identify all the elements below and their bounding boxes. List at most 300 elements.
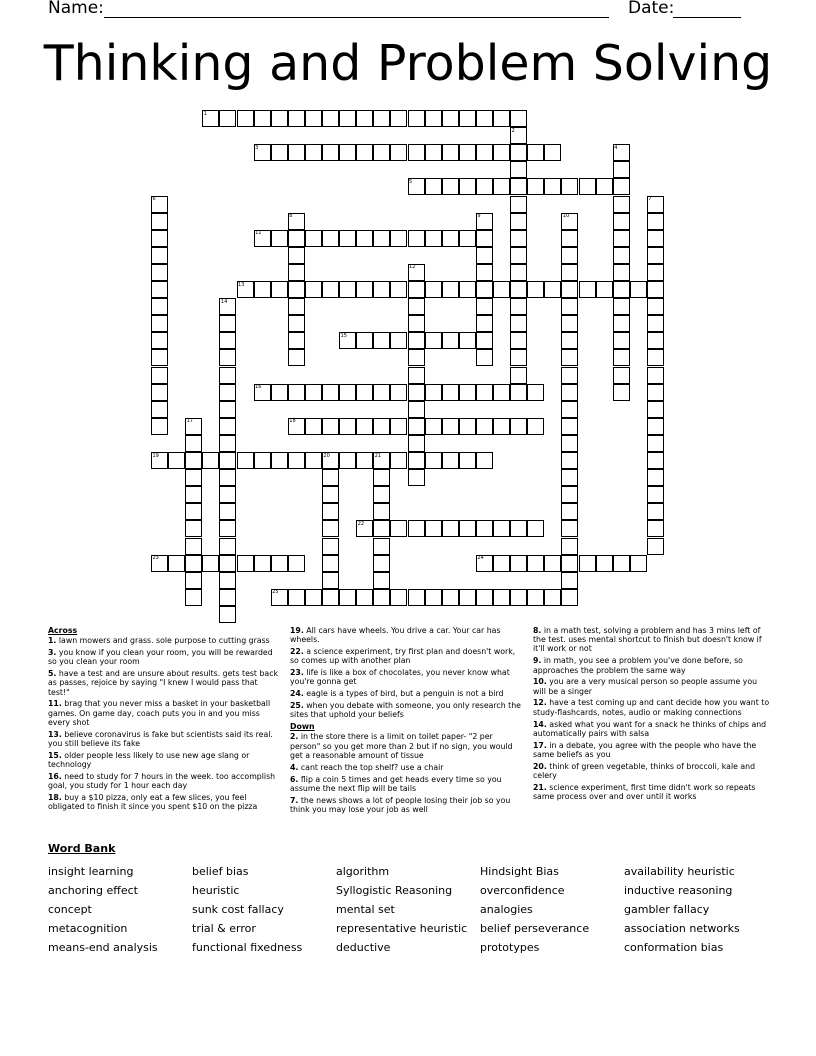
grid-cell[interactable]: [219, 110, 236, 127]
grid-cell[interactable]: [185, 520, 202, 537]
grid-cell[interactable]: [613, 315, 630, 332]
grid-cell[interactable]: [390, 332, 407, 349]
grid-cell[interactable]: [408, 589, 425, 606]
grid-cell[interactable]: [561, 469, 578, 486]
grid-cell[interactable]: [373, 555, 390, 572]
grid-cell[interactable]: [271, 144, 288, 161]
grid-cell[interactable]: [339, 418, 356, 435]
grid-cell[interactable]: [408, 469, 425, 486]
grid-cell[interactable]: [647, 538, 664, 555]
grid-cell[interactable]: [408, 298, 425, 315]
grid-cell[interactable]: [459, 230, 476, 247]
grid-cell[interactable]: [185, 486, 202, 503]
grid-cell[interactable]: [219, 606, 236, 623]
grid-cell[interactable]: [425, 589, 442, 606]
grid-cell[interactable]: [613, 555, 630, 572]
grid-cell[interactable]: [322, 555, 339, 572]
grid-cell[interactable]: [356, 589, 373, 606]
grid-cell[interactable]: [219, 315, 236, 332]
grid-cell[interactable]: [408, 401, 425, 418]
grid-cell[interactable]: [442, 178, 459, 195]
grid-cell[interactable]: [219, 503, 236, 520]
grid-cell[interactable]: [237, 110, 254, 127]
grid-cell[interactable]: [442, 384, 459, 401]
grid-cell[interactable]: [442, 110, 459, 127]
grid-cell[interactable]: [339, 110, 356, 127]
grid-cell[interactable]: [476, 418, 493, 435]
grid-cell[interactable]: [305, 418, 322, 435]
grid-cell[interactable]: [219, 435, 236, 452]
grid-cell[interactable]: [647, 503, 664, 520]
grid-cell[interactable]: [647, 520, 664, 537]
grid-cell[interactable]: [408, 435, 425, 452]
grid-cell[interactable]: [442, 520, 459, 537]
grid-cell[interactable]: [647, 349, 664, 366]
grid-cell[interactable]: [579, 281, 596, 298]
grid-cell[interactable]: [373, 589, 390, 606]
grid-cell[interactable]: [561, 178, 578, 195]
grid-cell[interactable]: [271, 384, 288, 401]
grid-cell[interactable]: [442, 281, 459, 298]
grid-cell[interactable]: [510, 110, 527, 127]
grid-cell[interactable]: [613, 247, 630, 264]
grid-cell[interactable]: [561, 555, 578, 572]
grid-cell[interactable]: [185, 503, 202, 520]
grid-cell[interactable]: [613, 367, 630, 384]
grid-cell[interactable]: [151, 247, 168, 264]
grid-cell[interactable]: [151, 401, 168, 418]
grid-cell[interactable]: [237, 452, 254, 469]
grid-cell[interactable]: [510, 418, 527, 435]
grid-cell[interactable]: [356, 418, 373, 435]
grid-cell[interactable]: [219, 384, 236, 401]
grid-cell[interactable]: [630, 555, 647, 572]
grid-cell[interactable]: [647, 264, 664, 281]
grid-cell[interactable]: [425, 144, 442, 161]
grid-cell[interactable]: [271, 110, 288, 127]
grid-cell[interactable]: [442, 589, 459, 606]
grid-cell[interactable]: [288, 589, 305, 606]
grid-cell[interactable]: [476, 315, 493, 332]
grid-cell[interactable]: [151, 349, 168, 366]
grid-cell[interactable]: [476, 110, 493, 127]
grid-cell[interactable]: [373, 144, 390, 161]
grid-cell[interactable]: [442, 230, 459, 247]
grid-cell[interactable]: [561, 230, 578, 247]
grid-cell[interactable]: [459, 144, 476, 161]
grid-cell[interactable]: [493, 281, 510, 298]
grid-cell[interactable]: [373, 230, 390, 247]
grid-cell[interactable]: [561, 298, 578, 315]
grid-cell[interactable]: [373, 384, 390, 401]
grid-cell[interactable]: [339, 281, 356, 298]
grid-cell[interactable]: [647, 247, 664, 264]
grid-cell[interactable]: [322, 589, 339, 606]
grid-cell[interactable]: [647, 315, 664, 332]
grid-cell[interactable]: [476, 144, 493, 161]
grid-cell[interactable]: [493, 178, 510, 195]
grid-cell[interactable]: [561, 486, 578, 503]
grid-cell[interactable]: [425, 178, 442, 195]
grid-cell[interactable]: [630, 281, 647, 298]
grid-cell[interactable]: [305, 230, 322, 247]
grid-cell[interactable]: [390, 452, 407, 469]
grid-cell[interactable]: [219, 555, 236, 572]
grid-cell[interactable]: [647, 384, 664, 401]
grid-cell[interactable]: [390, 144, 407, 161]
grid-cell[interactable]: [613, 264, 630, 281]
grid-cell[interactable]: [288, 230, 305, 247]
grid-cell[interactable]: [408, 349, 425, 366]
grid-cell[interactable]: [373, 538, 390, 555]
grid-cell[interactable]: [476, 178, 493, 195]
grid-cell[interactable]: [254, 281, 271, 298]
grid-cell[interactable]: [151, 315, 168, 332]
grid-cell[interactable]: [647, 486, 664, 503]
grid-cell[interactable]: [168, 555, 185, 572]
grid-cell[interactable]: [561, 418, 578, 435]
grid-cell[interactable]: [561, 589, 578, 606]
grid-cell[interactable]: [151, 213, 168, 230]
grid-cell[interactable]: [510, 520, 527, 537]
grid-cell[interactable]: [390, 384, 407, 401]
grid-cell[interactable]: [544, 589, 561, 606]
grid-cell[interactable]: [459, 589, 476, 606]
grid-cell[interactable]: [151, 230, 168, 247]
grid-cell[interactable]: [442, 418, 459, 435]
grid-cell[interactable]: [527, 520, 544, 537]
grid-cell[interactable]: [510, 230, 527, 247]
grid-cell[interactable]: [647, 435, 664, 452]
grid-cell[interactable]: [527, 384, 544, 401]
grid-cell[interactable]: [305, 281, 322, 298]
grid-cell[interactable]: [356, 281, 373, 298]
grid-cell[interactable]: [561, 281, 578, 298]
grid-cell[interactable]: [613, 213, 630, 230]
grid-cell[interactable]: [339, 384, 356, 401]
grid-cell[interactable]: [459, 178, 476, 195]
grid-cell[interactable]: [510, 555, 527, 572]
grid-cell[interactable]: [356, 332, 373, 349]
grid-cell[interactable]: [288, 384, 305, 401]
grid-cell[interactable]: [356, 384, 373, 401]
grid-cell[interactable]: [476, 452, 493, 469]
grid-cell[interactable]: [442, 332, 459, 349]
grid-cell[interactable]: [305, 452, 322, 469]
grid-cell[interactable]: [493, 589, 510, 606]
grid-cell[interactable]: [151, 418, 168, 435]
grid-cell[interactable]: [219, 367, 236, 384]
grid-cell[interactable]: [373, 520, 390, 537]
grid-cell[interactable]: [510, 384, 527, 401]
grid-cell[interactable]: [288, 281, 305, 298]
grid-cell[interactable]: [219, 486, 236, 503]
grid-cell[interactable]: [459, 520, 476, 537]
grid-cell[interactable]: [596, 178, 613, 195]
grid-cell[interactable]: [510, 298, 527, 315]
grid-cell[interactable]: [322, 469, 339, 486]
grid-cell[interactable]: [425, 281, 442, 298]
grid-cell[interactable]: [510, 589, 527, 606]
grid-cell[interactable]: [151, 332, 168, 349]
grid-cell[interactable]: [288, 110, 305, 127]
grid-cell[interactable]: [271, 281, 288, 298]
grid-cell[interactable]: [322, 384, 339, 401]
grid-cell[interactable]: [271, 230, 288, 247]
grid-cell[interactable]: [390, 520, 407, 537]
grid-cell[interactable]: [322, 520, 339, 537]
grid-cell[interactable]: [544, 144, 561, 161]
grid-cell[interactable]: [288, 315, 305, 332]
grid-cell[interactable]: [425, 110, 442, 127]
grid-cell[interactable]: [390, 281, 407, 298]
grid-cell[interactable]: [408, 230, 425, 247]
grid-cell[interactable]: [390, 418, 407, 435]
grid-cell[interactable]: [510, 247, 527, 264]
grid-cell[interactable]: [425, 384, 442, 401]
grid-cell[interactable]: [373, 572, 390, 589]
grid-cell[interactable]: [510, 178, 527, 195]
grid-cell[interactable]: [305, 589, 322, 606]
grid-cell[interactable]: [459, 281, 476, 298]
grid-cell[interactable]: [510, 281, 527, 298]
grid-cell[interactable]: [476, 520, 493, 537]
grid-cell[interactable]: [510, 349, 527, 366]
grid-cell[interactable]: [168, 452, 185, 469]
grid-cell[interactable]: [613, 230, 630, 247]
grid-cell[interactable]: [185, 435, 202, 452]
grid-cell[interactable]: [561, 452, 578, 469]
grid-cell[interactable]: [579, 178, 596, 195]
grid-cell[interactable]: [185, 452, 202, 469]
grid-cell[interactable]: [425, 452, 442, 469]
grid-cell[interactable]: [408, 281, 425, 298]
grid-cell[interactable]: [288, 264, 305, 281]
grid-cell[interactable]: [561, 435, 578, 452]
grid-cell[interactable]: [425, 230, 442, 247]
grid-cell[interactable]: [647, 332, 664, 349]
grid-cell[interactable]: [288, 247, 305, 264]
grid-cell[interactable]: [254, 110, 271, 127]
grid-cell[interactable]: [510, 161, 527, 178]
grid-cell[interactable]: [613, 281, 630, 298]
grid-cell[interactable]: [442, 144, 459, 161]
grid-cell[interactable]: [219, 418, 236, 435]
grid-cell[interactable]: [373, 486, 390, 503]
grid-cell[interactable]: [476, 349, 493, 366]
grid-cell[interactable]: [339, 144, 356, 161]
grid-cell[interactable]: [322, 110, 339, 127]
grid-cell[interactable]: [271, 452, 288, 469]
grid-cell[interactable]: [288, 349, 305, 366]
grid-cell[interactable]: [459, 384, 476, 401]
grid-cell[interactable]: [476, 281, 493, 298]
grid-cell[interactable]: [527, 589, 544, 606]
grid-cell[interactable]: [408, 384, 425, 401]
grid-cell[interactable]: [390, 589, 407, 606]
grid-cell[interactable]: [254, 555, 271, 572]
grid-cell[interactable]: [373, 110, 390, 127]
grid-cell[interactable]: [219, 469, 236, 486]
grid-cell[interactable]: [373, 281, 390, 298]
grid-cell[interactable]: [544, 281, 561, 298]
grid-cell[interactable]: [219, 401, 236, 418]
grid-cell[interactable]: [339, 452, 356, 469]
grid-cell[interactable]: [459, 418, 476, 435]
grid-cell[interactable]: [390, 230, 407, 247]
grid-cell[interactable]: [561, 247, 578, 264]
grid-cell[interactable]: [373, 418, 390, 435]
grid-cell[interactable]: [647, 298, 664, 315]
grid-cell[interactable]: [408, 452, 425, 469]
grid-cell[interactable]: [527, 178, 544, 195]
grid-cell[interactable]: [322, 503, 339, 520]
grid-cell[interactable]: [561, 503, 578, 520]
grid-cell[interactable]: [493, 110, 510, 127]
grid-cell[interactable]: [322, 230, 339, 247]
grid-cell[interactable]: [202, 452, 219, 469]
grid-cell[interactable]: [510, 315, 527, 332]
grid-cell[interactable]: [408, 367, 425, 384]
grid-cell[interactable]: [288, 452, 305, 469]
grid-cell[interactable]: [373, 503, 390, 520]
grid-cell[interactable]: [390, 110, 407, 127]
grid-cell[interactable]: [305, 144, 322, 161]
grid-cell[interactable]: [613, 349, 630, 366]
grid-cell[interactable]: [408, 144, 425, 161]
grid-cell[interactable]: [219, 349, 236, 366]
grid-cell[interactable]: [219, 520, 236, 537]
grid-cell[interactable]: [510, 196, 527, 213]
grid-cell[interactable]: [237, 555, 254, 572]
grid-cell[interactable]: [425, 418, 442, 435]
grid-cell[interactable]: [185, 572, 202, 589]
grid-cell[interactable]: [493, 144, 510, 161]
grid-cell[interactable]: [561, 264, 578, 281]
grid-cell[interactable]: [356, 230, 373, 247]
grid-cell[interactable]: [561, 315, 578, 332]
grid-cell[interactable]: [356, 144, 373, 161]
grid-cell[interactable]: [408, 418, 425, 435]
grid-cell[interactable]: [322, 486, 339, 503]
grid-cell[interactable]: [493, 418, 510, 435]
grid-cell[interactable]: [322, 281, 339, 298]
grid-cell[interactable]: [219, 332, 236, 349]
grid-cell[interactable]: [185, 589, 202, 606]
grid-cell[interactable]: [185, 538, 202, 555]
grid-cell[interactable]: [493, 520, 510, 537]
grid-cell[interactable]: [527, 144, 544, 161]
grid-cell[interactable]: [442, 452, 459, 469]
grid-cell[interactable]: [151, 384, 168, 401]
grid-cell[interactable]: [425, 520, 442, 537]
grid-cell[interactable]: [561, 520, 578, 537]
grid-cell[interactable]: [322, 418, 339, 435]
grid-cell[interactable]: [561, 384, 578, 401]
grid-cell[interactable]: [596, 281, 613, 298]
grid-cell[interactable]: [544, 178, 561, 195]
grid-cell[interactable]: [647, 469, 664, 486]
grid-cell[interactable]: [493, 384, 510, 401]
grid-cell[interactable]: [527, 555, 544, 572]
grid-cell[interactable]: [151, 298, 168, 315]
grid-cell[interactable]: [510, 264, 527, 281]
grid-cell[interactable]: [561, 401, 578, 418]
grid-cell[interactable]: [185, 469, 202, 486]
grid-cell[interactable]: [151, 264, 168, 281]
grid-cell[interactable]: [356, 452, 373, 469]
grid-cell[interactable]: [527, 281, 544, 298]
grid-cell[interactable]: [561, 349, 578, 366]
grid-cell[interactable]: [613, 161, 630, 178]
grid-cell[interactable]: [510, 144, 527, 161]
grid-cell[interactable]: [151, 367, 168, 384]
grid-cell[interactable]: [288, 332, 305, 349]
grid-cell[interactable]: [561, 332, 578, 349]
grid-cell[interactable]: [476, 247, 493, 264]
grid-cell[interactable]: [322, 538, 339, 555]
grid-cell[interactable]: [271, 555, 288, 572]
grid-cell[interactable]: [493, 555, 510, 572]
grid-cell[interactable]: [373, 332, 390, 349]
grid-cell[interactable]: [647, 418, 664, 435]
grid-cell[interactable]: [459, 110, 476, 127]
grid-cell[interactable]: [219, 572, 236, 589]
grid-cell[interactable]: [219, 452, 236, 469]
grid-cell[interactable]: [476, 589, 493, 606]
grid-cell[interactable]: [647, 452, 664, 469]
grid-cell[interactable]: [596, 555, 613, 572]
grid-cell[interactable]: [408, 110, 425, 127]
grid-cell[interactable]: [647, 213, 664, 230]
grid-cell[interactable]: [647, 367, 664, 384]
grid-cell[interactable]: [322, 572, 339, 589]
grid-cell[interactable]: [613, 384, 630, 401]
grid-cell[interactable]: [647, 230, 664, 247]
grid-cell[interactable]: [613, 298, 630, 315]
grid-cell[interactable]: [561, 538, 578, 555]
grid-cell[interactable]: [476, 332, 493, 349]
grid-cell[interactable]: [613, 332, 630, 349]
grid-cell[interactable]: [288, 144, 305, 161]
grid-cell[interactable]: [561, 572, 578, 589]
grid-cell[interactable]: [219, 538, 236, 555]
grid-cell[interactable]: [579, 555, 596, 572]
grid-cell[interactable]: [425, 332, 442, 349]
grid-cell[interactable]: [219, 589, 236, 606]
grid-cell[interactable]: [561, 367, 578, 384]
grid-cell[interactable]: [288, 555, 305, 572]
grid-cell[interactable]: [408, 332, 425, 349]
grid-cell[interactable]: [510, 213, 527, 230]
grid-cell[interactable]: [356, 110, 373, 127]
grid-cell[interactable]: [476, 384, 493, 401]
grid-cell[interactable]: [305, 110, 322, 127]
grid-cell[interactable]: [339, 589, 356, 606]
grid-cell[interactable]: [459, 452, 476, 469]
grid-cell[interactable]: [527, 418, 544, 435]
grid-cell[interactable]: [544, 555, 561, 572]
grid-cell[interactable]: [254, 452, 271, 469]
grid-cell[interactable]: [305, 384, 322, 401]
grid-cell[interactable]: [288, 298, 305, 315]
grid-cell[interactable]: [459, 332, 476, 349]
grid-cell[interactable]: [647, 401, 664, 418]
grid-cell[interactable]: [185, 555, 202, 572]
grid-cell[interactable]: [510, 332, 527, 349]
grid-cell[interactable]: [408, 315, 425, 332]
grid-cell[interactable]: [373, 469, 390, 486]
